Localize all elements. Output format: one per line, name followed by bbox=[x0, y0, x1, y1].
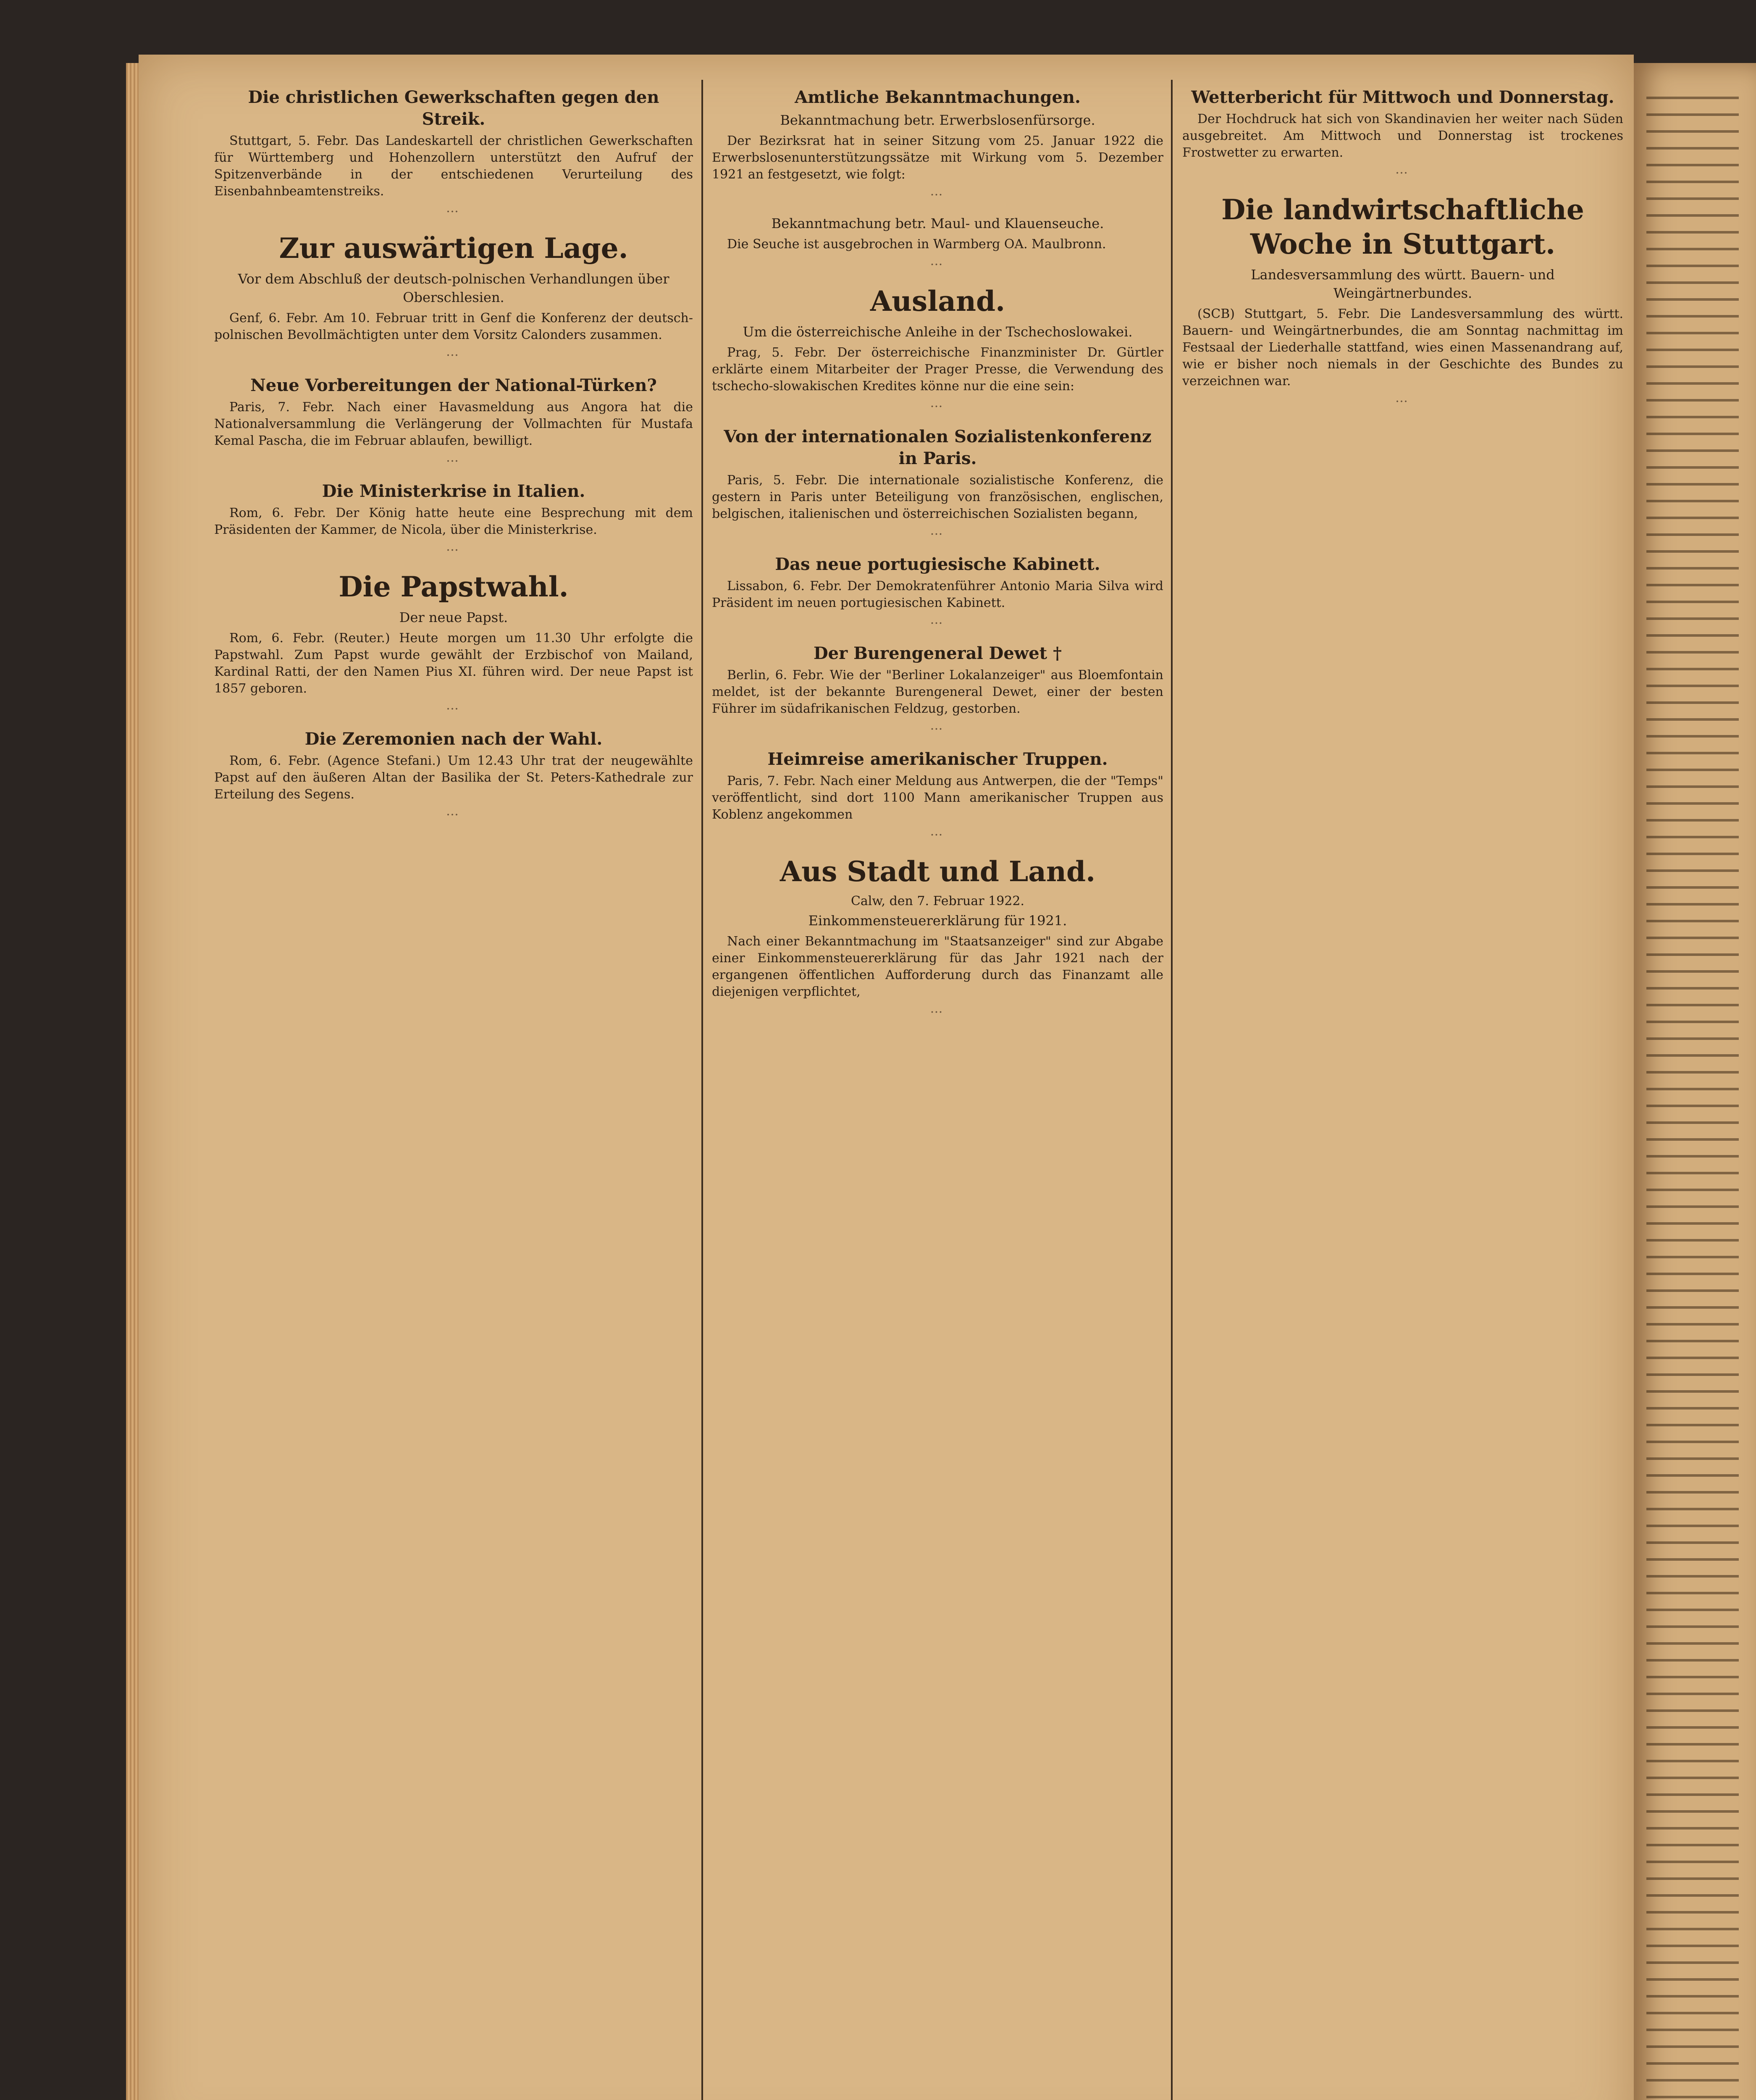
article-headline: Die Zeremonien nach der Wahl. bbox=[304, 729, 603, 749]
article-text: Paris, 7. Febr. Nach einer Meldung aus Antwerpen, die der "Temps" veröffentlicht, sind dort 1100 Mann amerikanischer Truppen aus Koblenz angekommen bbox=[712, 774, 1163, 822]
article-continuation-marker: … bbox=[446, 201, 461, 215]
article-headline: Von der internationalen Sozialistenkonferenz in Paris. bbox=[724, 427, 1152, 468]
article-body bbox=[712, 236, 1163, 270]
article-body bbox=[214, 753, 693, 820]
article-text: Lissabon, 6. Febr. Der Demokratenführer Antonio Maria Silva wird Präsident im neuen portugiesischen Kabinett. bbox=[712, 579, 1163, 610]
article-text: Stuttgart, 5. Febr. Das Landeskartell der christlichen Gewerkschaften für Württemberg und Hohenzollern unterstützt den Aufruf der Spitzenverbände in der entschiedenen Verurteilung des Eisenbahnbeamtenstreiks. bbox=[214, 134, 693, 199]
article-text: Der Hochdruck hat sich von Skandinavien her weiter nach Süden ausgebreitet. Am Mittwoch und Donnerstag ist trockenes Frostwetter zu erwarten. bbox=[1182, 112, 1623, 160]
article-subheadline: Vor dem Abschluß der deutsch-polnischen Verhandlungen über Oberschlesien. bbox=[238, 271, 669, 305]
article-headline: Die Papstwahl. bbox=[339, 570, 569, 603]
article-body bbox=[1182, 111, 1623, 178]
article-text: Paris, 7. Febr. Nach einer Havasmeldung aus Angora hat die Nationalversammlung die Verlängerung der Vollmachten für Mustafa Kemal Pascha, die im Februar ablaufen, bewilligt. bbox=[214, 400, 693, 448]
article-headline: Aus Stadt und Land. bbox=[780, 855, 1096, 888]
article-continuation-marker: … bbox=[446, 450, 461, 465]
article-text: Rom, 6. Febr. (Agence Stefani.) Um 12.43 Uhr trat der neugewählte Papst auf den äußeren Altan der Basilika der St. Peters-Kathedrale zur Erteilung des Segens. bbox=[214, 753, 693, 802]
article-continuation-marker: … bbox=[930, 523, 945, 538]
article-headline: Die landwirtschaftliche Woche in Stuttgart. bbox=[1221, 193, 1584, 260]
article bbox=[712, 748, 1163, 840]
article-text: Nach einer Bekanntmachung im "Staatsanzeiger" sind zur Abgabe einer Einkommensteuererklärung für das Jahr 1921 nach der ergangenen öffentlichen Aufforderung durch das Finanzamt alle diejenigen verpflichtet, bbox=[712, 934, 1163, 999]
article-continuation-marker: … bbox=[1395, 391, 1410, 405]
article-continuation-marker: … bbox=[930, 396, 945, 410]
article-body bbox=[214, 310, 693, 360]
article-subheadline: Einkommensteuererklärung für 1921. bbox=[808, 913, 1067, 929]
article-text: Der Bezirksrat hat in seiner Sitzung vom 25. Januar 1922 die Erwerbslosenunterstützungssätze mit Wirkung vom 5. Dezember 1921 an festgesetzt, wie folgt: bbox=[712, 134, 1163, 182]
article-headline: Das neue portugiesische Kabinett. bbox=[775, 554, 1100, 574]
article-headline: Die christlichen Gewerkschaften gegen den Streik. bbox=[248, 87, 659, 129]
article-text: Rom, 6. Febr. (Reuter.) Heute morgen um 11.30 Uhr erfolgte die Papstwahl. Zum Papst wurde gewählt der Erzbischof von Mailand, Kardinal Ratti, der den Namen Pius XI. führen wird. Der neue Papst ist 1857 geboren. bbox=[214, 631, 693, 696]
article-body bbox=[712, 933, 1163, 1017]
article-text: Paris, 5. Febr. Die internationale sozialistische Konferenz, die gestern in Paris unter Beteiligung von französischen, englischen, belgischen, italienischen und österreichischen Sozialisten begann, bbox=[712, 473, 1163, 521]
article-headline: Die Ministerkrise in Italien. bbox=[322, 481, 585, 501]
article-continuation-marker: … bbox=[446, 698, 461, 713]
column-2 bbox=[703, 84, 1172, 2100]
article-body bbox=[214, 630, 693, 714]
newspaper-page bbox=[139, 55, 1634, 2100]
article-headline: Neue Vorbereitungen der National-Türken? bbox=[250, 375, 657, 395]
column-3 bbox=[1174, 84, 1632, 2100]
adjacent-page-text bbox=[1646, 97, 1739, 2100]
article bbox=[214, 375, 693, 466]
article-continuation-marker: … bbox=[930, 612, 945, 627]
article-body bbox=[712, 133, 1163, 200]
article-subheadline: Der neue Papst. bbox=[399, 609, 508, 625]
article-body bbox=[214, 133, 693, 217]
article-body bbox=[712, 578, 1163, 628]
article bbox=[712, 643, 1163, 734]
article-continuation-marker: … bbox=[930, 824, 945, 839]
article bbox=[214, 87, 693, 217]
article-text: Rom, 6. Febr. Der König hatte heute eine Besprechung mit dem Präsidenten der Kammer, de Nicola, über die Ministerkrise. bbox=[214, 506, 693, 537]
article-continuation-marker: … bbox=[930, 1001, 945, 1016]
article-continuation-marker: … bbox=[446, 804, 461, 819]
article-text: Prag, 5. Febr. Der österreichische Finanzminister Dr. Gürtler erklärte einem Mitarbeiter der Prager Presse, die Verwendung des tschecho-slowakischen Kredites könne nur die eine sein: bbox=[712, 345, 1163, 394]
article-headline: Ausland. bbox=[870, 285, 1005, 318]
article-headline: Zur auswärtigen Lage. bbox=[279, 232, 628, 265]
article bbox=[1182, 192, 1623, 407]
article-text: Die Seuche ist ausgebrochen in Warmberg OA. Maulbronn. bbox=[727, 237, 1106, 252]
article-text: Berlin, 6. Febr. Wie der "Berliner Lokalanzeiger" aus Bloemfontain meldet, ist der bekannte Burengeneral Dewet, einer der besten Führer im südafrikanischen Feldzug, gestorben. bbox=[712, 668, 1163, 716]
article-continuation-marker: … bbox=[930, 184, 945, 199]
article-continuation-marker: … bbox=[446, 539, 461, 554]
article bbox=[214, 480, 693, 555]
article-headline: Amtliche Bekanntmachungen. bbox=[795, 87, 1081, 107]
article-continuation-marker: … bbox=[930, 718, 945, 733]
article-text: (SCB) Stuttgart, 5. Febr. Die Landesversammlung des württ. Bauern- und Weingärtnerbundes, die am Sonntag nachmittag im Festsaal der Liederhalle stattfand, wies einen Massenandrang auf, wie er bisher noch niemals in der Geschichte des Bundes zu verzeichnen war. bbox=[1182, 307, 1623, 388]
article-body bbox=[712, 344, 1163, 412]
article-text: Genf, 6. Febr. Am 10. Februar tritt in Genf die Konferenz der deutsch-polnischen Bevollmächtigten unter dem Vorsitz Calonders zusammen. bbox=[214, 311, 693, 342]
column-1 bbox=[206, 84, 701, 2100]
article-subheadline: Um die österreichische Anleihe in der Tschechoslowakei. bbox=[743, 324, 1133, 340]
article bbox=[712, 214, 1163, 270]
article-body bbox=[712, 773, 1163, 840]
article bbox=[214, 231, 693, 360]
article bbox=[1182, 87, 1623, 178]
article bbox=[712, 554, 1163, 628]
article bbox=[214, 728, 693, 820]
article-subheadline: Bekanntmachung betr. Erwerbslosenfürsorge. bbox=[780, 112, 1095, 128]
article-body bbox=[1182, 306, 1623, 407]
article-continuation-marker: … bbox=[1395, 162, 1410, 177]
article bbox=[712, 284, 1163, 412]
article-body bbox=[712, 667, 1163, 734]
column-rule bbox=[701, 80, 703, 2100]
adjacent-page-edge bbox=[1634, 63, 1756, 2100]
article-subheadline: Landesversammlung des württ. Bauern- und Weingärtnerbundes. bbox=[1251, 267, 1555, 301]
article-headline: Heimreise amerikanischer Truppen. bbox=[767, 749, 1108, 769]
article bbox=[712, 87, 1163, 200]
article bbox=[712, 854, 1163, 1017]
article-body bbox=[712, 472, 1163, 539]
article-dateline: Calw, den 7. Februar 1922. bbox=[850, 894, 1025, 908]
article-headline: Bekanntmachung betr. Maul- und Klauenseuche. bbox=[771, 215, 1104, 231]
article-headline: Wetterbericht für Mittwoch und Donnerstag. bbox=[1191, 87, 1614, 107]
article-body bbox=[214, 505, 693, 555]
article-headline: Der Burengeneral Dewet † bbox=[813, 643, 1062, 663]
article-continuation-marker: … bbox=[446, 344, 461, 359]
article bbox=[712, 426, 1163, 539]
article-continuation-marker: … bbox=[930, 254, 945, 268]
article bbox=[214, 570, 693, 714]
article-body bbox=[214, 399, 693, 466]
